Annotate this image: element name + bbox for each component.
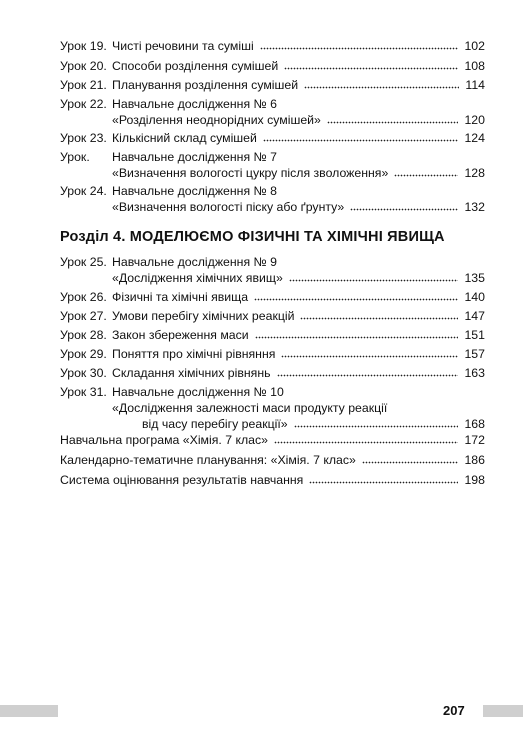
dot-leader [254,298,458,301]
toc-entry-lesson-24[interactable] [60,183,485,215]
toc-entry-lesson-27[interactable] [60,308,485,324]
lesson-label: Урок 19. [60,39,107,53]
page-ref: 120 [464,113,485,127]
lesson-label: Урок 21. [60,78,107,92]
dot-leader [394,174,458,177]
footer-bar-right [483,705,523,717]
lesson-label: Урок. [60,150,90,164]
page-ref: 147 [464,309,485,323]
footer-bar-left [0,705,58,717]
lesson-subtitle: «Дослідження залежності маси продукту реакції [112,401,388,415]
lesson-label: Урок 27. [60,309,107,323]
lesson-subtitle: «Визначення вологості цукру після зволоження» [112,166,389,180]
dot-leader [362,461,459,464]
toc-entry-lesson-23[interactable] [60,130,485,146]
page-ref: 168 [464,417,485,431]
table-of-contents-part2 [60,254,485,431]
lesson-label: Урок 30. [60,366,107,380]
dot-leader [260,47,459,50]
page-ref: 163 [464,366,485,380]
dot-leader [274,441,458,444]
lesson-title: Планування розділення сумішей [112,78,299,92]
lesson-label: Урок 26. [60,290,107,304]
page-ref: 108 [464,59,485,73]
lesson-title: Поняття про хімічні рівняння [112,347,276,361]
page-number: 207 [443,703,465,718]
appendix-title: Календарно-тематичне планування: «Хімія. 7 клас» [60,453,356,467]
toc-entry-lesson-21[interactable] [60,77,485,93]
section-4-heading: Розділ 4. МОДЕЛЮЄМО ФІЗИЧНІ ТА ХІМІЧНІ ЯВИЩА [60,229,445,245]
lesson-title: Фізичні та хімічні явища [112,290,249,304]
lesson-title: Навчальне дослідження № 8 [112,184,277,198]
toc-entry-lesson-research-7[interactable] [60,149,485,181]
lesson-label: Урок 22. [60,97,107,111]
lesson-label: Урок 29. [60,347,107,361]
dot-leader [350,208,458,211]
lesson-title: Чисті речовини та суміші [112,39,254,53]
page-ref: 157 [464,347,485,361]
page-ref: 132 [464,200,485,214]
dot-leader [281,355,458,358]
table-of-contents [60,38,485,214]
page-ref: 151 [464,328,485,342]
lesson-title: Умови перебігу хімічних реакцій [112,309,295,323]
dot-leader [263,139,459,142]
toc-entry-lesson-31[interactable] [60,384,485,432]
dot-leader [300,317,458,320]
toc-entry-lesson-22[interactable] [60,96,485,128]
page-ref: 124 [464,131,485,145]
appendix-list [60,432,485,487]
page-ref: 172 [464,433,485,447]
lesson-title: Навчальне дослідження № 9 [112,255,277,269]
page-ref: 128 [464,166,485,180]
toc-entry-lesson-29[interactable] [60,346,485,362]
page-ref: 186 [464,453,485,467]
lesson-label: Урок 24. [60,184,107,198]
toc-entry-lesson-20[interactable] [60,58,485,74]
toc-entry-lesson-25[interactable] [60,254,485,286]
dot-leader [304,86,459,89]
toc-entry-lesson-28[interactable] [60,327,485,343]
lesson-title: Навчальне дослідження № 10 [112,385,284,399]
lesson-title: Кількісний склад сумішей [112,131,257,145]
lesson-title: Способи розділення сумішей [112,59,279,73]
dot-leader [277,374,459,377]
dot-leader [327,121,459,124]
dot-leader [255,336,459,339]
page-ref: 102 [464,39,485,53]
appendix-title: Система оцінювання результатів навчання [60,473,304,487]
dot-leader [289,279,459,282]
page-ref: 135 [464,271,485,285]
lesson-subtitle-cont: від часу перебігу реакції» [142,417,288,431]
page-ref: 114 [465,78,485,92]
lesson-label: Урок 23. [60,131,107,145]
lesson-title: Навчальне дослідження № 6 [112,97,277,111]
toc-entry-lesson-30[interactable] [60,365,485,381]
appendix-title: Навчальна програма «Хімія. 7 клас» [60,433,269,447]
lesson-subtitle: «Розділення неоднорідних сумішей» [112,113,321,127]
dot-leader [294,425,459,428]
toc-entry-lesson-26[interactable] [60,289,485,305]
lesson-title: Навчальне дослідження № 7 [112,150,277,164]
lesson-title: Складання хімічних рівнянь [112,366,271,380]
toc-entry-lesson-19[interactable] [60,38,485,54]
toc-entry-assessment[interactable] [60,472,485,488]
dot-leader [284,67,458,70]
toc-entry-program[interactable] [60,432,485,448]
lesson-label: Урок 28. [60,328,107,342]
lesson-subtitle: «Визначення вологості піску або ґрунту» [112,200,345,214]
lesson-label: Урок 25. [60,255,107,269]
lesson-title: Закон збереження маси [112,328,249,342]
dot-leader [309,481,458,484]
lesson-label: Урок 31. [60,385,107,399]
lesson-subtitle: «Дослідження хімічних явищ» [112,271,283,285]
lesson-label: Урок 20. [60,59,107,73]
page-ref: 198 [464,473,485,487]
toc-entry-calendar-plan[interactable] [60,452,485,468]
page-ref: 140 [464,290,485,304]
